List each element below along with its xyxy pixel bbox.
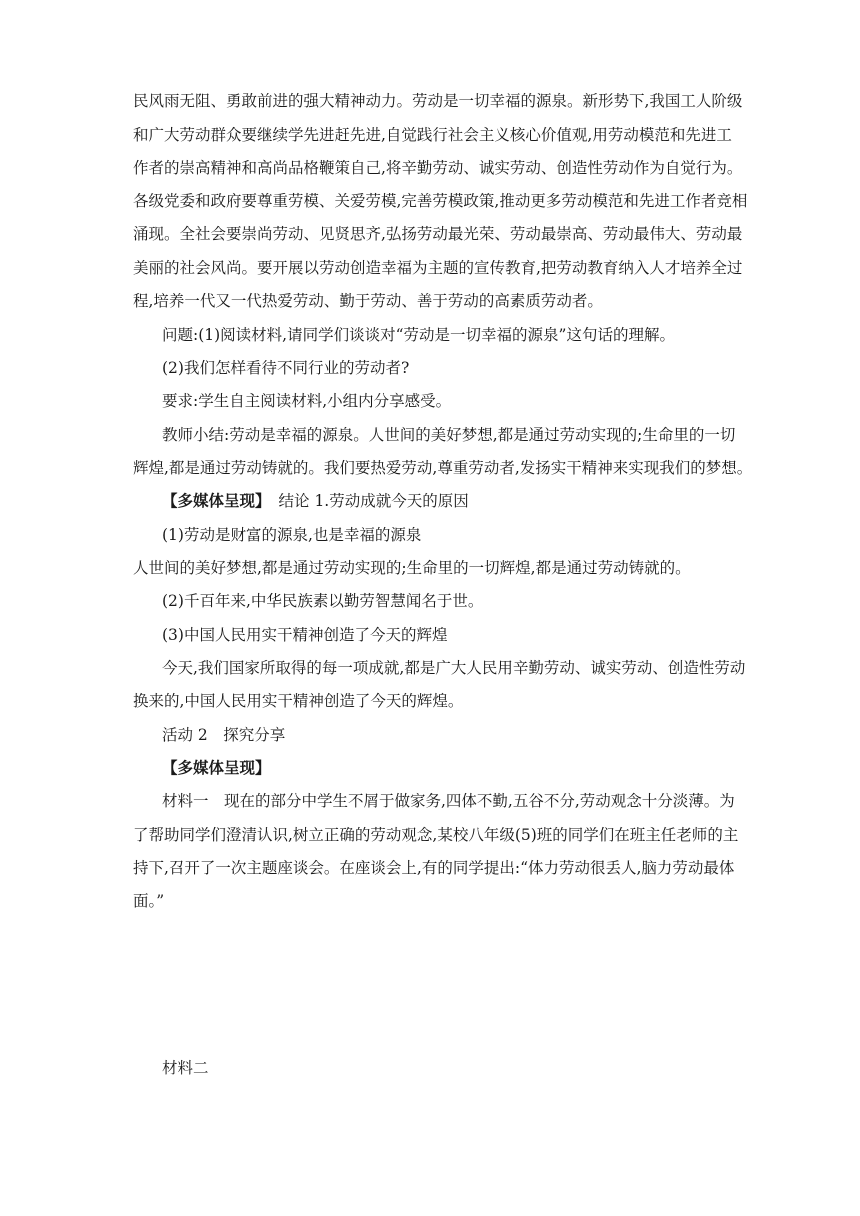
paragraph-line: 人世间的美好梦想,都是通过劳动实现的;生命里的一切辉煌,都是通过劳动铸就的。 [133,559,691,577]
multimedia-label: 【多媒体呈现】 [162,759,271,777]
paragraph-line: 各级党委和政府要尊重劳模、关爱劳模,完善劳模政策,推动更多劳动模范和先进工作者竞相 [133,192,748,210]
paragraph-line: 程,培养一代又一代热爱劳动、勤于劳动、善于劳动的高素质劳动者。 [133,292,603,310]
paragraph-line: 作者的崇高精神和高尚品格鞭策自己,将辛勤劳动、诚实劳动、创造性劳动作为自觉行为。 [133,159,743,177]
paragraph-line: 涌现。全社会要崇尚劳动、见贤思齐,弘扬劳动最光荣、劳动最崇高、劳动最伟大、劳动最 [133,225,743,243]
paragraph-line: 民风雨无阻、勇敢前进的强大精神动力。劳动是一切幸福的源泉。新形势下,我国工人阶级 [133,92,743,110]
paragraph-line: 换来的,中国人民用实干精神创造了今天的辉煌。 [133,692,464,710]
paragraph-line: 美丽的社会风尚。要开展以劳动创造幸福为主题的宣传教育,把劳动教育纳入人才培养全过 [133,259,743,277]
material-line: 持下,召开了一次主题座谈会。在座谈会上,有的同学提出:“体力劳动很丢人,脑力劳动最体 [133,859,735,877]
material-two-label: 材料二 [162,1059,209,1077]
requirement-line: 要求:学生自主阅读材料,小组内分享感受。 [162,392,452,410]
conclusion-title: 结论 1.劳动成就今天的原因 [278,492,469,510]
material-line: 了帮助同学们澄清认识,树立正确的劳动观念,某校八年级(5)班的同学们在班主任老师的主 [133,826,739,844]
question-line: 问题:(1)阅读材料,请同学们谈谈对“劳动是一切幸福的源泉”这句话的理解。 [162,326,675,344]
list-item: (3)中国人民用实干精神创造了今天的辉煌 [162,626,448,644]
paragraph-line: 今天,我们国家所取得的每一项成就,都是广大人民用辛勤劳动、诚实劳动、创造性劳动 [162,659,746,677]
paragraph-line: 和广大劳动群众要继续学先进赶先进,自觉践行社会主义核心价值观,用劳动模范和先进工 [133,126,732,144]
question-line: (2)我们怎样看待不同行业的劳动者? [162,359,410,377]
summary-line: 教师小结:劳动是幸福的源泉。人世间的美好梦想,都是通过劳动实现的;生命里的一切 [162,426,736,444]
material-line: 面。” [133,892,165,910]
multimedia-label: 【多媒体呈现】 [162,492,271,510]
list-item: (1)劳动是财富的源泉,也是幸福的源泉 [162,526,422,544]
material-line: 材料一 现在的部分中学生不屑于做家务,四体不勤,五谷不分,劳动观念十分淡薄。为 [162,792,735,810]
list-item: (2)千百年来,中华民族素以勤劳智慧闻名于世。 [162,592,484,610]
conclusion-heading [162,491,762,511]
summary-line: 辉煌,都是通过劳动铸就的。我们要热爱劳动,尊重劳动者,发扬实干精神来实现我们的梦想。 [133,459,753,477]
activity-heading: 活动 2 探究分享 [162,726,286,744]
